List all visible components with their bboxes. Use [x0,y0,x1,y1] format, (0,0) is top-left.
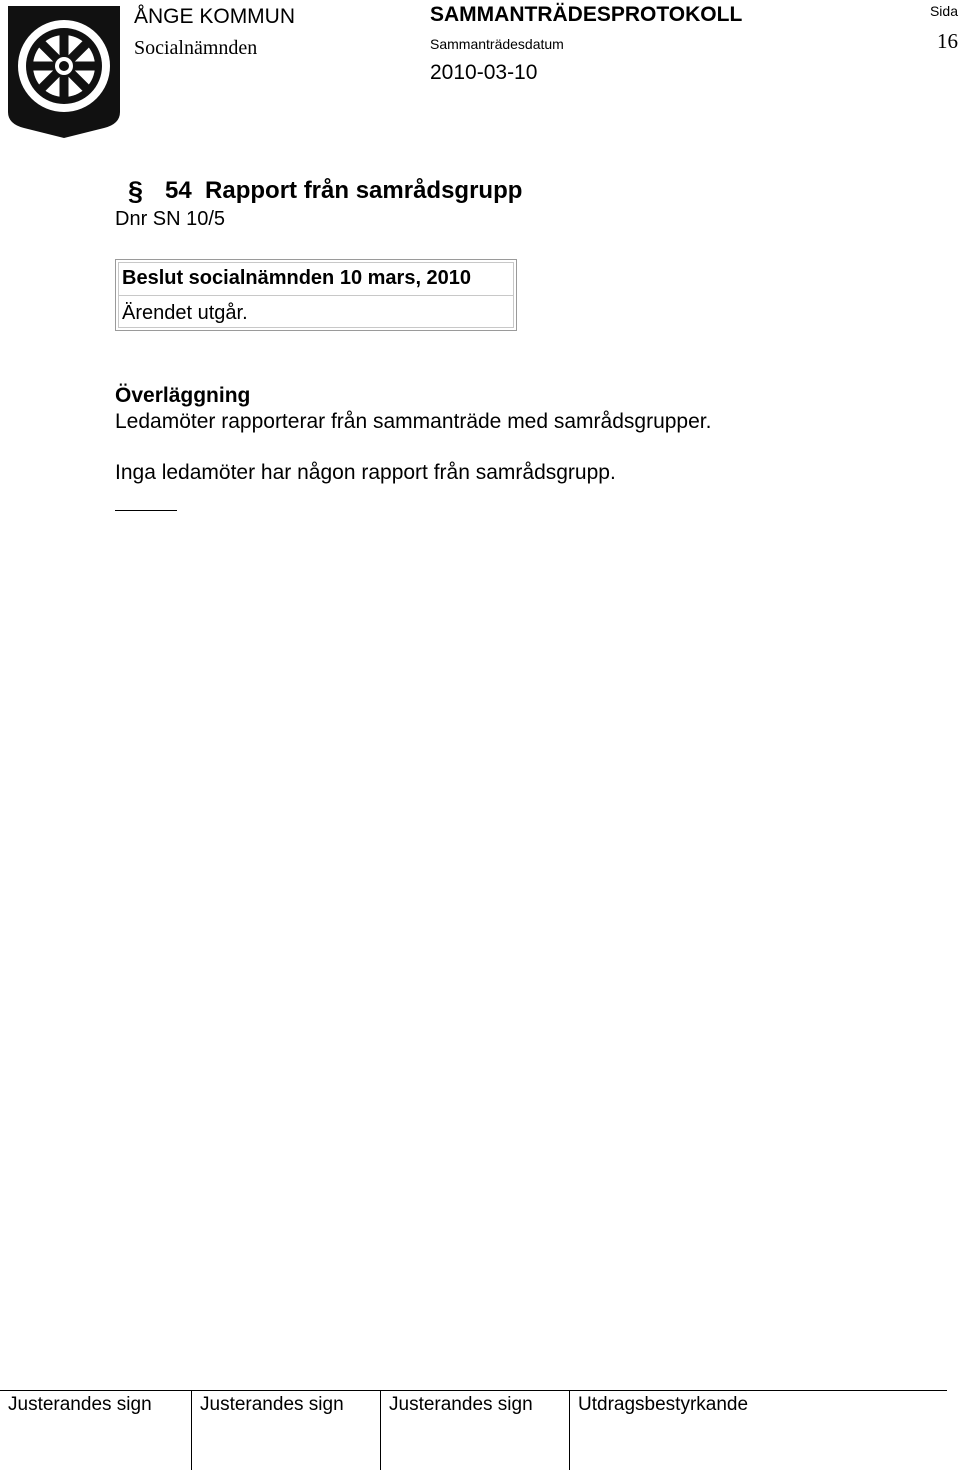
decision-heading: Beslut socialnämnden 10 mars, 2010 [122,267,472,289]
signature-footer [0,1390,947,1470]
decision-text: Ärendet utgår. [122,302,248,324]
deliberation-heading: Överläggning [115,384,251,407]
footer-cell-sign-2: Justerandes sign [191,1391,380,1470]
decision-box [115,259,517,331]
meeting-date-label: Sammanträdesdatum [430,36,564,52]
page-label: Sida [929,3,958,19]
municipality-name: ÅNGE KOMMUN [134,5,296,28]
page-number: 16 [937,29,958,53]
department-name: Socialnämnden [134,37,258,59]
body-paragraph: Inga ledamöter har någon rapport från samrådsgrupp. [115,461,616,484]
case-number: Dnr SN 10/5 [115,208,226,230]
document-type: SAMMANTRÄDESPROTOKOLL [430,3,743,26]
footer-cell-certification: Utdragsbestyrkande [569,1391,947,1470]
body-paragraph: Ledamöter rapporterar från sammanträde med samrådsgrupper. [115,410,712,433]
municipality-logo [6,4,122,140]
footer-cell-sign-3: Justerandes sign [380,1391,569,1470]
footer-cell-sign-1: Justerandes sign [8,1394,152,1415]
section-end-rule [115,510,177,511]
meeting-date: 2010-03-10 [430,61,538,84]
section-title: 54 Rapport från samrådsgrupp [165,177,523,204]
paragraph-sign: § [128,176,144,206]
